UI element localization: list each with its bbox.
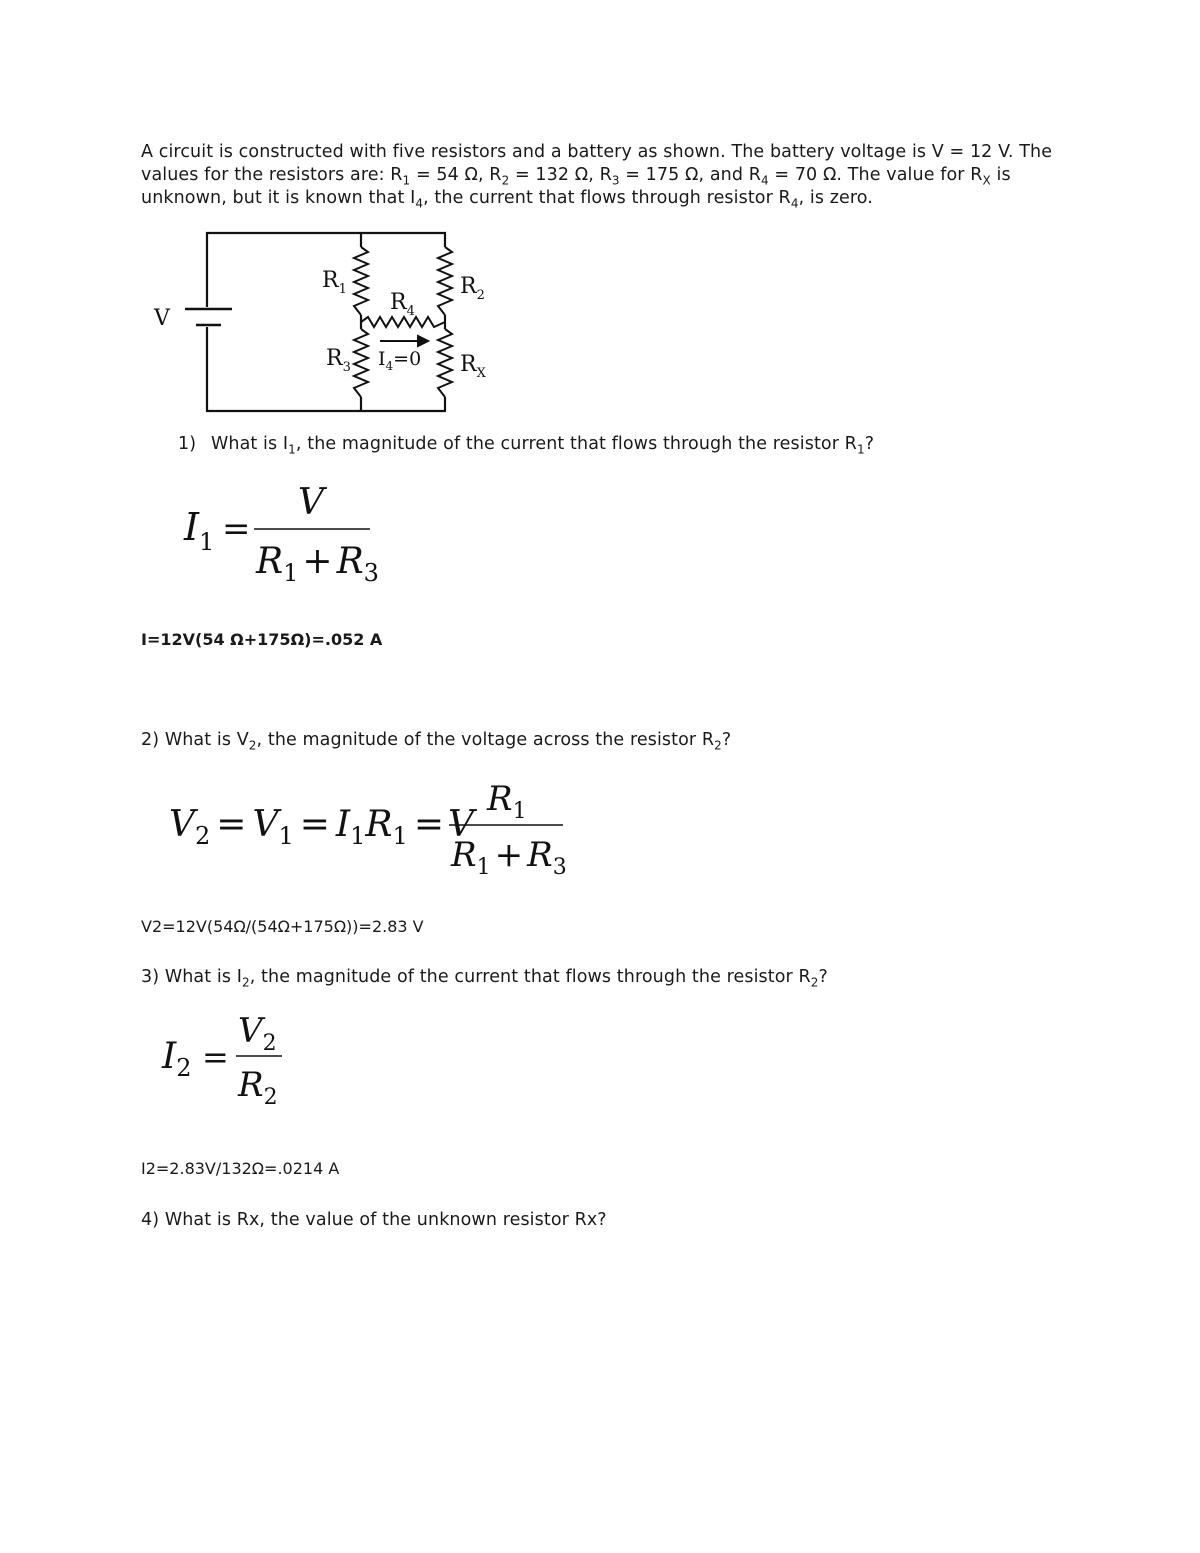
f2-denominator: $R_1 + R_3$	[451, 835, 567, 880]
battery-label: V	[154, 306, 170, 331]
resistor-r2-icon	[438, 247, 452, 315]
f3-denominator: $R_2$	[238, 1065, 278, 1110]
f2-lhs: $V_2 = V_1 = I_1R_1 = V$	[169, 804, 474, 850]
f1-denominator: $R_1 + R_3$	[256, 541, 379, 587]
current-arrow-icon	[380, 336, 428, 346]
circuit-diagram	[140, 225, 510, 420]
r1-label: $R_1$	[322, 268, 347, 297]
answer-1: I=12V(54 Ω+175Ω)=.052 A	[141, 630, 383, 649]
formula-1	[180, 478, 380, 588]
f2-numerator: $R_1$	[487, 779, 527, 824]
f1-numerator: V	[298, 482, 324, 523]
answer-3: I2=2.83V/132Ω=.0214 A	[141, 1159, 340, 1178]
question-3: 3) What is $I_2$, the magnitude of the current that flows through the resistor $R_2$?	[141, 967, 828, 990]
r2-label: $R_2$	[460, 274, 485, 303]
i4-label: $I_4=0$	[378, 348, 422, 373]
resistor-rx-icon	[438, 329, 452, 397]
question-4: 4) What is Rx, the value of the unknown resistor Rx?	[141, 1210, 607, 1230]
r4-label: $R_4$	[390, 290, 415, 319]
f3-numerator: $V_2$	[238, 1011, 277, 1056]
answer-2: V2=12V(54Ω/(54Ω+175Ω))=2.83 V	[141, 917, 424, 936]
problem-statement	[141, 141, 1061, 210]
resistor-r4-icon	[361, 317, 445, 327]
formula-3	[158, 1010, 298, 1115]
f1-eq: =	[222, 509, 251, 549]
f3-lhs: $I_2$	[162, 1036, 192, 1082]
rx-label: $R_X$	[460, 352, 486, 381]
f1-lhs: $I_1$	[184, 505, 215, 556]
question-2: 2) What is $V_2$, the magnitude of the voltage across the resistor $R_2$?	[141, 730, 732, 753]
battery-icon	[185, 309, 232, 325]
circuit-wires	[207, 233, 445, 411]
r3-label: $R_3$	[326, 346, 351, 375]
question-1: 1) What is $I_1$, the magnitude of the current that flows through the resistor $R_1$?	[178, 434, 875, 457]
resistor-r3-icon	[354, 329, 368, 397]
formula-2	[165, 778, 575, 883]
intro-line-2: values for the resistors are: $R_1 = 54$ Ω, $R_2 = 132$ Ω, $R_3 = 175$ Ω, and $R_4 = 70$ Ω. The value for $R_X$ is	[141, 165, 1011, 188]
intro-line-3: unknown, but it is known that $I_4$, the current that flows through resistor $R_4$, is zero.	[141, 188, 873, 211]
intro-line-1: A circuit is constructed with five resistors and a battery as shown. The battery voltage is V = 12 V. The	[141, 142, 1053, 162]
resistor-r1-icon	[354, 247, 368, 315]
f3-eq: =	[202, 1038, 229, 1076]
